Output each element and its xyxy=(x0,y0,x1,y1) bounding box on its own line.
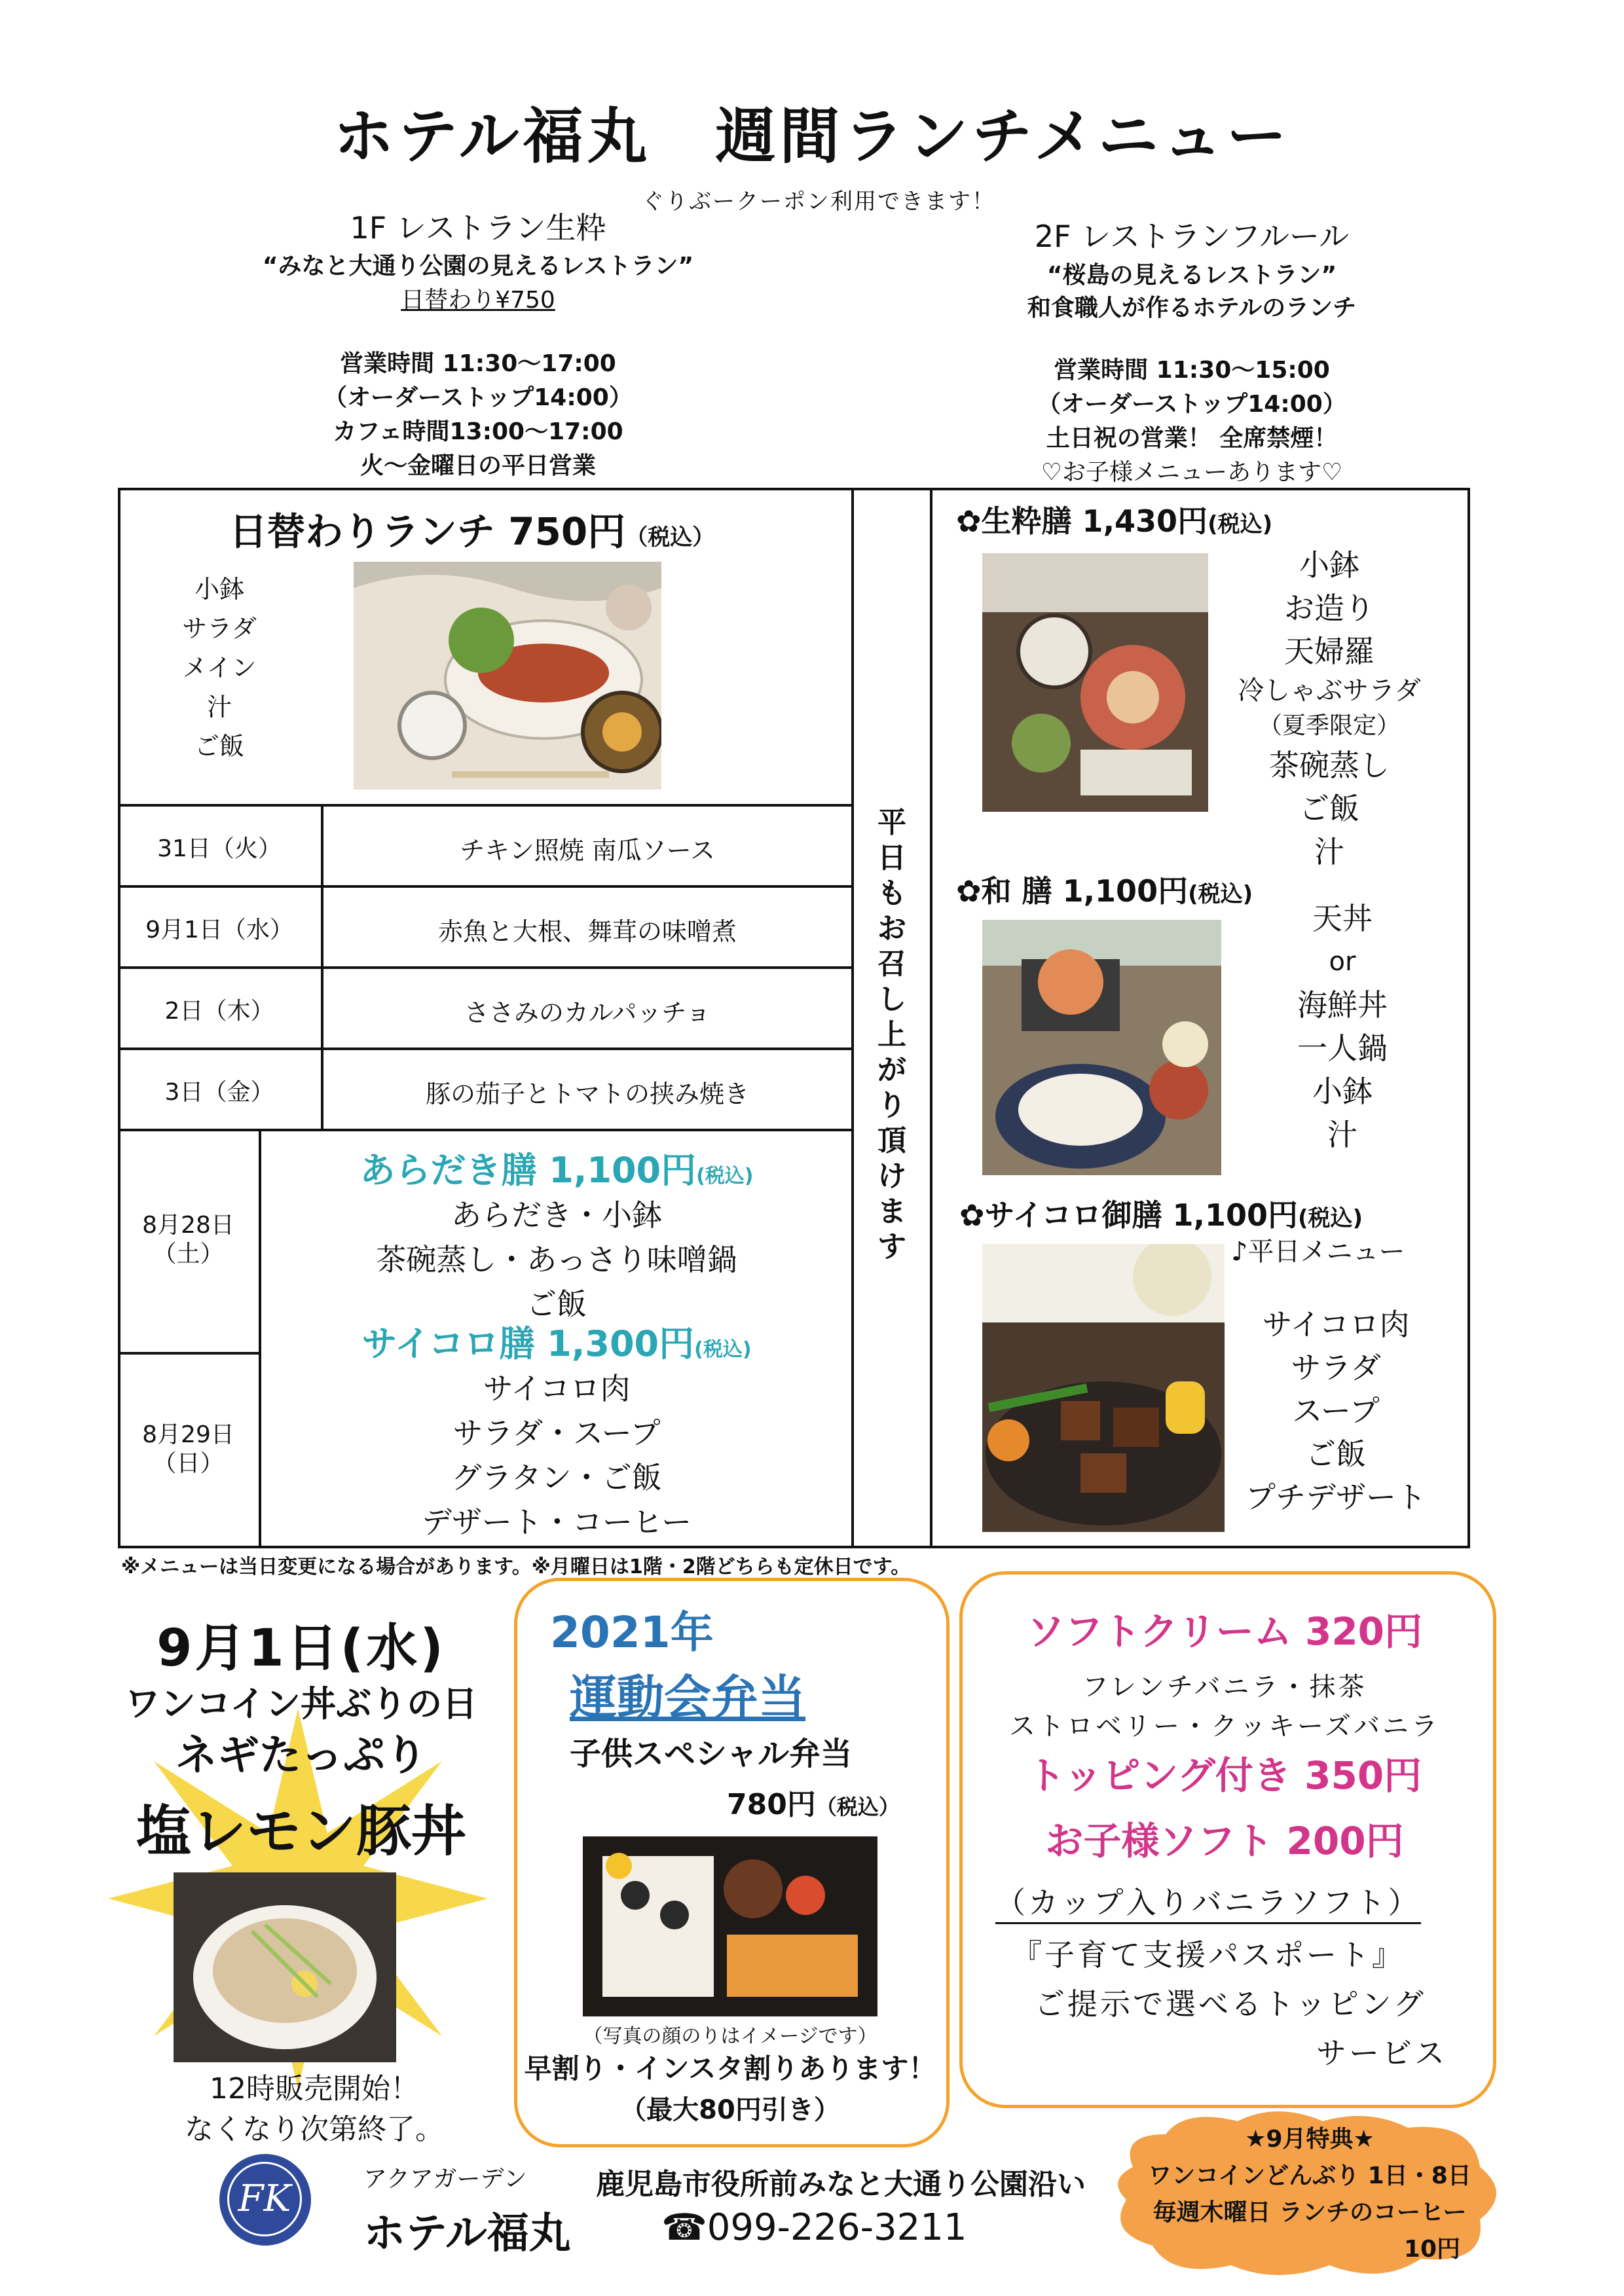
coupon-note: ぐりぶークーポン利用できます！ xyxy=(642,189,995,215)
schedule-day: 2日（木） xyxy=(164,998,274,1025)
flavors-1: フレンチバニラ・抹茶 xyxy=(1082,1672,1367,1702)
flavors-2: ストロベリー・クッキーズバニラ xyxy=(1009,1711,1440,1741)
promo-line-3: 塩レモン豚丼 xyxy=(136,1799,466,1863)
list-item: 小鉢 xyxy=(1299,547,1359,583)
vertical-char: 日 xyxy=(877,841,906,875)
list-item: 茶碗蒸し xyxy=(1269,748,1390,783)
vertical-char: 召 xyxy=(877,947,906,981)
set-title: ✿サイコロ御膳 1,100円 xyxy=(959,1197,1298,1233)
tax-label: （税込） xyxy=(625,524,715,551)
set-2-photo xyxy=(982,920,1221,1175)
schedule-dish: ささみのカルパッチョ xyxy=(464,998,711,1027)
address: 鹿児島市役所前みなと大通り公園沿い xyxy=(596,2168,1086,2201)
left-hours-line: （オーダーストップ14:00） xyxy=(323,384,633,411)
schedule-dish: チキン照焼 南瓜ソース xyxy=(460,836,715,865)
topping-note: ご提示で選べるトッピング xyxy=(1035,1986,1426,2022)
schedule-dish: 豚の茄子とトマトの挟み焼き xyxy=(425,1080,749,1108)
list-item: あらだき・小鉢 xyxy=(451,1197,662,1233)
weekend-day-1: 8月28日 （土） xyxy=(142,1212,234,1267)
divider xyxy=(118,1129,851,1131)
list-item: サラダ xyxy=(1291,1350,1381,1385)
right-set-2-title xyxy=(956,867,1253,911)
list-item: グラタン・ご飯 xyxy=(451,1460,662,1495)
weekday-menu-note: ♪平日メニュー xyxy=(1231,1237,1405,1267)
special-title: ★9月特典★ xyxy=(1245,2126,1375,2153)
list-item: スープ xyxy=(1292,1393,1380,1429)
list-item: 小鉢 xyxy=(1312,1074,1373,1109)
left-hours-line: カフェ時間13:00〜17:00 xyxy=(333,418,623,445)
set-title: サイコロ膳 1,300円 xyxy=(361,1323,695,1364)
right-restaurant-tagline: “桜島の見えるレストラン” xyxy=(1046,262,1337,289)
schedule-day: 31日（火） xyxy=(157,835,282,862)
right-hours-line: 土日祝の営業！ 全席禁煙！ xyxy=(1046,425,1338,452)
divider xyxy=(118,1048,851,1050)
schedule-dish: 赤魚と大根、舞茸の味噌煮 xyxy=(437,917,737,946)
passport-note: 『子育て支援パスポート』 xyxy=(1012,1937,1405,1973)
right-restaurant-subtitle: 和食職人が作るホテルのランチ xyxy=(1027,295,1357,321)
list-item: 茶碗蒸し・あっさり味噌鍋 xyxy=(376,1242,737,1277)
list-item: お造り xyxy=(1284,591,1375,626)
list-item: サイコロ肉 xyxy=(1262,1307,1410,1342)
list-item: デザート・コーヒー xyxy=(421,1504,692,1540)
left-restaurant-name: 1F レストラン生粋 xyxy=(350,210,606,246)
daily-lunch-photo xyxy=(354,562,661,790)
vertical-char: け xyxy=(877,1159,906,1193)
soft-cream-title: ソフトクリーム 320円 xyxy=(1026,1609,1423,1654)
tax-label: (税込) xyxy=(1188,881,1253,907)
right-restaurant-name: 2F レストランフルール xyxy=(1034,219,1350,254)
divider xyxy=(259,1129,261,1548)
left-hours-line: 営業時間 11:30〜17:00 xyxy=(340,350,616,377)
vertical-char: も xyxy=(877,877,906,910)
daily-lunch-title xyxy=(229,501,714,556)
note: なくなり次第終了。 xyxy=(185,2113,444,2146)
right-set-2-items xyxy=(1231,897,1454,1156)
list-item: 天丼 xyxy=(1312,901,1373,936)
right-set-3-title xyxy=(959,1192,1363,1235)
vertical-char: 平 xyxy=(877,806,906,839)
schedule-day: 9月1日（水） xyxy=(145,917,293,943)
phone: ☎099-226-3211 xyxy=(661,2206,967,2249)
special-box xyxy=(1107,2121,1513,2268)
divider xyxy=(118,885,851,888)
set-title: ✿和 膳 1,100円 xyxy=(956,873,1189,909)
list-item: ご飯 xyxy=(1306,1436,1366,1472)
vertical-char: す xyxy=(877,1230,906,1264)
weekend-day-2: 8月29日 （日） xyxy=(142,1421,234,1477)
bento-name: 子供スペシャル弁当 xyxy=(570,1736,853,1772)
list-item: 汁 xyxy=(1327,1117,1357,1152)
tax-label: (税込) xyxy=(696,1165,754,1188)
right-set-3-items xyxy=(1225,1303,1447,1519)
list-item: 汁 xyxy=(206,693,232,721)
divider xyxy=(930,488,932,1548)
service-note: サービス xyxy=(1316,2035,1447,2071)
daily-lunch-title-text: 日替わりランチ 750円 xyxy=(229,509,626,554)
special-line: 毎週木曜日 ランチのコーヒー xyxy=(1153,2199,1467,2226)
list-item: 汁 xyxy=(1314,834,1344,869)
note: （写真の顔のりはイメージです） xyxy=(583,2025,877,2048)
kids-soft-price: お子様ソフト 200円 xyxy=(1045,1819,1404,1863)
tax-label: (税込) xyxy=(1208,511,1273,538)
list-item: メイン xyxy=(182,653,257,682)
weekend-set-1 xyxy=(262,1142,851,1326)
promo-line-2: ネギたっぷり xyxy=(175,1732,427,1780)
weekend-set-2 xyxy=(262,1316,851,1544)
special-line: ワンコインどんぶり 1日・8日 xyxy=(1148,2162,1471,2189)
right-hours-line: （オーダーストップ14:00） xyxy=(1037,391,1346,418)
list-item: 小鉢 xyxy=(194,575,244,604)
note: 12時販売開始！ xyxy=(210,2072,419,2105)
promo-line-1: ワンコイン丼ぶりの日 xyxy=(124,1683,478,1724)
tax-label: (税込) xyxy=(1298,1205,1363,1231)
topping-price: トッピング付き 350円 xyxy=(1027,1753,1422,1798)
tax-label: （税込） xyxy=(815,1795,900,1819)
bento-price xyxy=(727,1781,900,1823)
right-hours-line: 営業時間 11:30〜15:00 xyxy=(1054,357,1330,384)
list-item: ご飯 xyxy=(1299,791,1359,826)
divider xyxy=(851,488,854,1548)
left-hours xyxy=(216,347,740,483)
left-price-note: 日替わり¥750 xyxy=(401,287,555,314)
left-restaurant-tagline: “みなと大通り公園の見えるレストラン” xyxy=(262,253,694,280)
note: 早割り・インスタ割りあります！ xyxy=(524,2052,936,2085)
weekday-vertical-note xyxy=(872,805,912,1265)
list-item: 冷しゃぶサラダ xyxy=(1238,676,1421,706)
divider xyxy=(118,1352,259,1355)
bento-title: 運動会弁当 xyxy=(570,1670,806,1725)
daily-lunch-items xyxy=(164,570,275,766)
vertical-char: ま xyxy=(877,1195,906,1228)
right-hours xyxy=(930,354,1454,490)
vertical-char: が xyxy=(877,1053,906,1087)
left-hours-line: 火〜金曜日の平日営業 xyxy=(360,452,596,479)
set-title: ✿生粋膳 1,430円 xyxy=(956,503,1208,539)
list-item: 天婦羅 xyxy=(1284,634,1375,669)
footnote: ※メニューは当日変更になる場合があります。※月曜日は1階・2階どちらも定休日です。 xyxy=(121,1556,911,1578)
vertical-char: し xyxy=(877,983,906,1016)
list-item: サラダ・スープ xyxy=(452,1415,661,1451)
vertical-char: り xyxy=(877,1089,906,1122)
brand-name: ホテル福丸 xyxy=(363,2210,571,2258)
list-item: （夏季限定） xyxy=(1258,712,1400,739)
list-item: サイコロ肉 xyxy=(483,1371,631,1406)
cup-note: （カップ入りバニラソフト） xyxy=(995,1879,1421,1924)
promo-date: 9月1日(水) xyxy=(157,1619,446,1678)
list-item: 海鮮丼 xyxy=(1297,987,1388,1023)
vertical-char: 上 xyxy=(877,1018,906,1051)
vertical-char: 頂 xyxy=(877,1124,906,1157)
list-item: プチデザート xyxy=(1246,1480,1426,1515)
price: 780円 xyxy=(727,1788,816,1821)
special-line: 10円 xyxy=(1403,2236,1460,2263)
right-set-1-title xyxy=(956,498,1272,541)
schedule-day: 3日（金） xyxy=(164,1079,274,1106)
list-item: 一人鍋 xyxy=(1297,1030,1388,1066)
set-3-photo xyxy=(982,1244,1225,1532)
bento-year: 2021年 xyxy=(550,1607,714,1658)
set-1-photo xyxy=(982,553,1208,812)
set-title: あらだき膳 1,100円 xyxy=(360,1150,697,1191)
promo-left-notes xyxy=(118,2069,511,2150)
page-title: ホテル福丸 週間ランチメニュー xyxy=(333,101,1291,172)
list-item: or xyxy=(1329,947,1356,977)
bento-notes xyxy=(517,2020,943,2126)
brand-small: アクアガーデン xyxy=(363,2166,527,2193)
vertical-char: お xyxy=(877,912,906,945)
list-item: サラダ xyxy=(182,614,257,643)
hotel-logo-icon xyxy=(219,2154,311,2246)
right-set-1-items xyxy=(1218,543,1441,873)
right-hours-line: ♡お子様メニューあります♡ xyxy=(1041,459,1343,486)
tax-label: (税込) xyxy=(694,1338,752,1361)
logo-letters: FK xyxy=(227,2162,302,2236)
list-item: ご飯 xyxy=(194,732,244,761)
divider xyxy=(118,966,851,969)
divider xyxy=(118,804,851,807)
bento-photo xyxy=(583,1836,877,2016)
list-item: ご飯 xyxy=(526,1286,587,1322)
donburi-photo xyxy=(174,1872,396,2062)
note: （最大80円引き） xyxy=(620,2095,840,2125)
